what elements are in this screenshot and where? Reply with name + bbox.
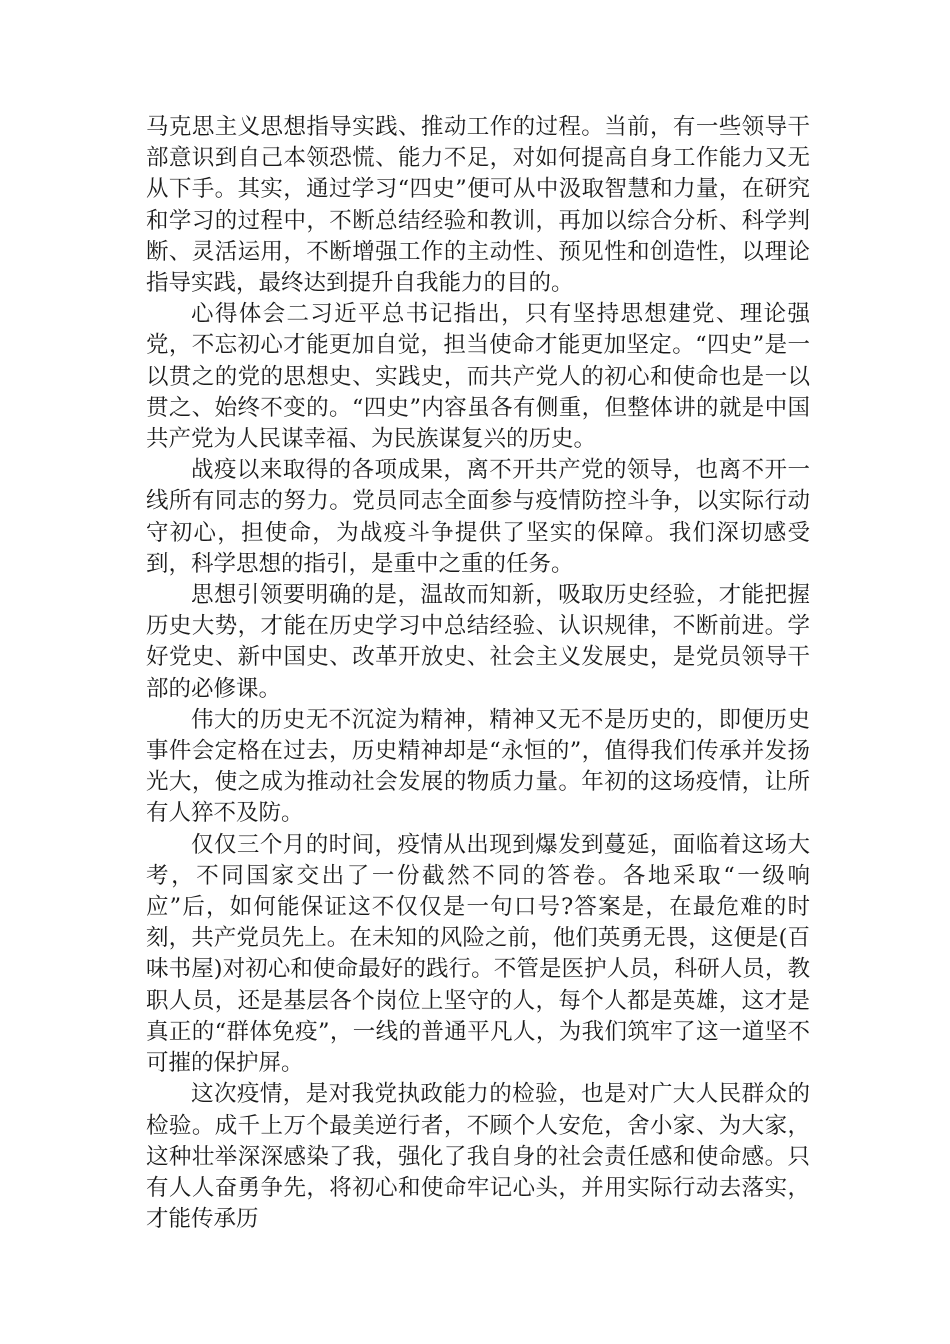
paragraph-3: 战疫以来取得的各项成果，离不开共产党的领导，也离不开一线所有同志的努力。党员同志全面参与疫情防控斗争，以实际行动守初心，担使命，为战疫斗争提供了坚实的保障。我们深切感受到，科学思想的指引，是重中之重的任务。 [146,457,810,577]
paragraph-7: 这次疫情，是对我党执政能力的检验，也是对广大人民群众的检验。成千上万个最美逆行者，不顾个人安危，舍小家、为大家，这种壮举深深感染了我，强化了我自身的社会责任感和使命感。只有人人奋勇争先，将初心和使命牢记心头，并用实际行动去落实，才能传承历 [146,1081,810,1233]
paragraph-6: 仅仅三个月的时间，疫情从出现到爆发到蔓延，面临着这场大考，不同国家交出了一份截然不同的答卷。各地采取“一级响应”后，如何能保证这不仅仅是一句口号?答案是，在最危难的时刻，共产党员先上。在未知的风险之前，他们英勇无畏，这便是(百味书屋)对初心和使命最好的践行。不管是医护人员，科研人员，教职人员，还是基层各个岗位上坚守的人，每个人都是英雄，这才是真正的“群体免疫”，一线的普通平凡人，为我们筑牢了这一道坚不可摧的保护屏。 [146,831,810,1077]
paragraph-2: 心得体会二习近平总书记指出，只有坚持思想建党、理论强党，不忘初心才能更加自觉，担当使命才能更加坚定。“四史”是一以贯之的党的思想史、实践史，而共产党人的初心和使命也是一以贯之、始终不变的。“四史”内容虽各有侧重，但整体讲的就是中国共产党为人民谋幸福、为民族谋复兴的历史。 [146,301,810,453]
paragraph-5: 伟大的历史无不沉淀为精神，精神又无不是历史的，即便历史事件会定格在过去，历史精神却是“永恒的”，值得我们传承并发扬光大，使之成为推动社会发展的物质力量。年初的这场疫情，让所有人猝不及防。 [146,706,810,827]
document-page [146,112,810,1235]
paragraph-4: 思想引领要明确的是，温故而知新，吸取历史经验，才能把握历史大势，才能在历史学习中总结经验、认识规律，不断前进。学好党史、新中国史、改革开放史、社会主义发展史，是党员领导干部的必修课。 [146,582,810,702]
paragraph-1: 马克思主义思想指导实践、推动工作的过程。当前，有一些领导干部意识到自己本领恐慌、能力不足，对如何提高自身工作能力又无从下手。其实，通过学习“四史”便可从中汲取智慧和力量，在研究和学习的过程中，不断总结经验和教训，再加以综合分析、科学判断、灵活运用，不断增强工作的主动性、预见性和创造性，以理论指导实践，最终达到提升自我能力的目的。 [146,114,810,297]
